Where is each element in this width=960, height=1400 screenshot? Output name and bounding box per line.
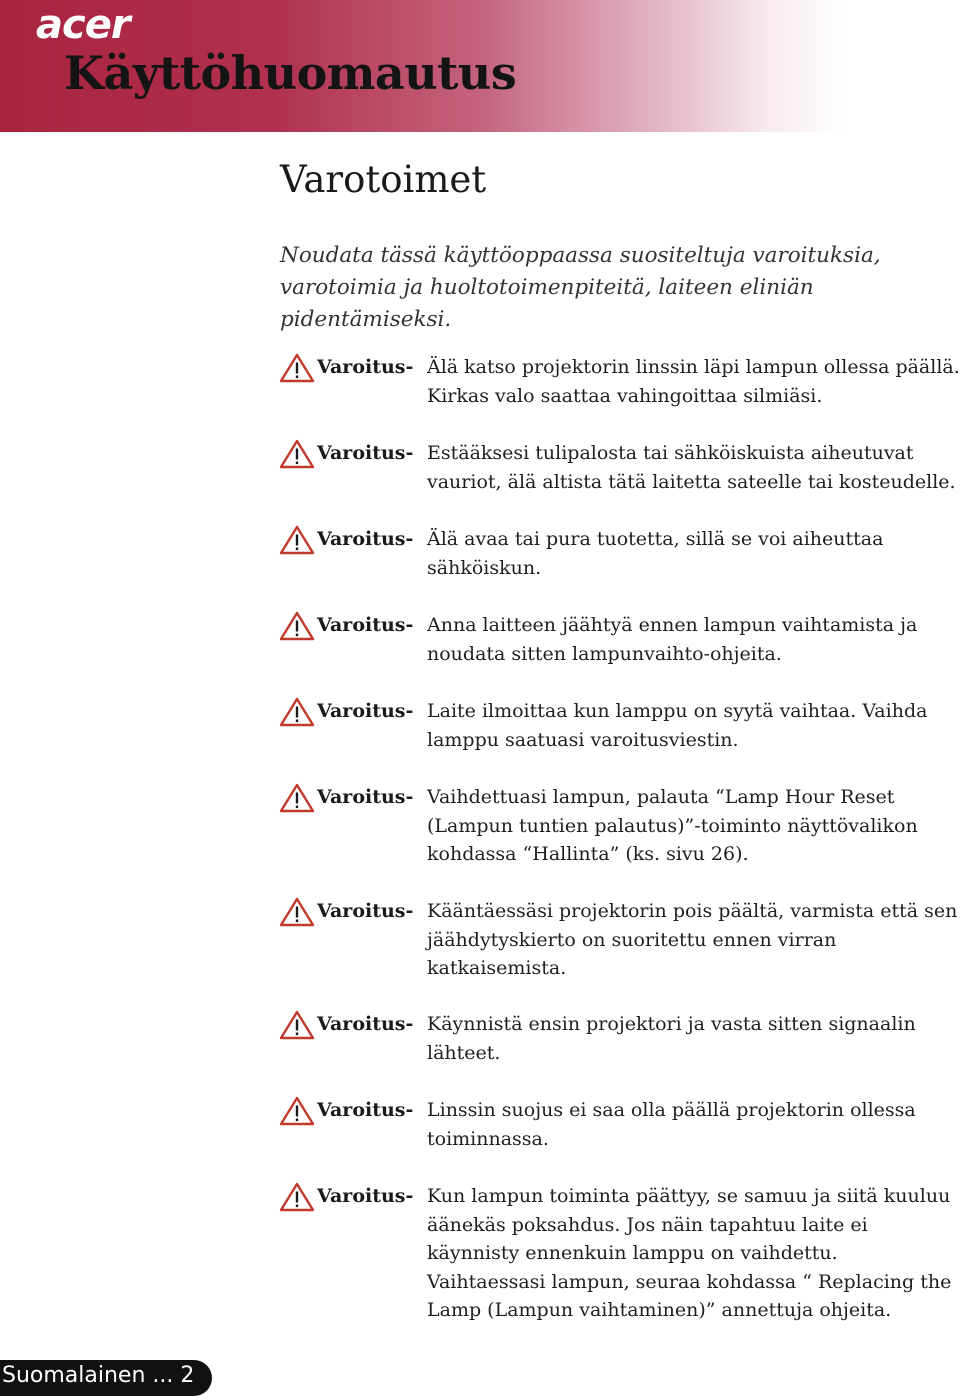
footer-page-label: Suomalainen ... 2 [2,1363,195,1388]
warning-label: Varoitus- [317,356,414,378]
warning-label: Varoitus- [317,442,414,464]
page-title: Käyttöhuomautus [64,46,517,100]
warning-triangle-icon [279,697,315,727]
page-footer-tab [0,1360,212,1396]
warning-text: Vaihdettuasi lampun, palauta “Lamp Hour Reset (Lampun tuntien palautus)”-toiminto näyttövalikon kohdassa “Hallinta” (ks. sivu 26). [427,786,918,865]
warning-label: Varoitus- [317,1013,414,1035]
warning-triangle-icon [279,897,315,927]
warning-triangle-icon [279,1096,315,1126]
warning-triangle-icon [279,1182,315,1212]
header-band [0,0,960,132]
warning-label: Varoitus- [317,614,414,636]
warning-text: Linssin suojus ei saa olla päällä projektorin ollessa toiminnassa. [427,1099,916,1150]
warning-triangle-icon [279,783,315,813]
warning-label: Varoitus- [317,900,414,922]
warning-triangle-icon [279,353,315,383]
warning-label: Varoitus- [317,1099,414,1121]
warning-triangle-icon [279,1010,315,1040]
warning-label: Varoitus- [317,700,414,722]
warning-text: Kääntäessäsi projektorin pois päältä, varmista että sen jäähdytyskierto on suoritettu ennen virran katkaisemista. [427,900,958,979]
acer-logo: acer [36,2,130,48]
warning-label: Varoitus- [317,1185,414,1207]
warning-text: Älä avaa tai pura tuotetta, sillä se voi aiheuttaa sähköiskun. [427,528,884,579]
warning-triangle-icon [279,525,315,555]
warning-triangle-icon [279,439,315,469]
warning-text: Kun lampun toiminta päättyy, se samuu ja siitä kuuluu äänekäs poksahdus. Jos näin tapahtuu laite ei käynnisty ennenkuin lamppu on vaihdettu. Vaihtaessasi lampun, seuraa kohdassa “ Replacing the Lamp (Lampun vaihtaminen)” annettuja ohjeita. [427,1185,952,1321]
warning-text: Estääksesi tulipalosta tai sähköiskuista aiheutuvat vauriot, älä altista tätä laitetta sateelle tai kosteudelle. [427,442,956,493]
warning-text: Laite ilmoittaa kun lamppu on syytä vaihtaa. Vaihda lamppu saatuasi varoitusviestin. [427,700,928,751]
warning-label: Varoitus- [317,528,414,550]
warning-text: Käynnistä ensin projektori ja vasta sitten signaalin lähteet. [427,1013,916,1064]
warning-triangle-icon [279,611,315,641]
section-title: Varotoimet [280,158,487,201]
intro-paragraph: Noudata tässä käyttöoppaassa suositeltuja varoituksia, varotoimia ja huoltotoimenpiteitä, laiteen eliniän pidentämiseksi. [280,243,881,332]
warning-label: Varoitus- [317,786,414,808]
warning-text: Anna laitteen jäähtyä ennen lampun vaihtamista ja noudata sitten lampunvaihto-ohjeita. [427,614,918,665]
warning-text: Älä katso projektorin linssin läpi lampun ollessa päällä. Kirkas valo saattaa vahingoittaa silmiäsi. [427,356,960,407]
